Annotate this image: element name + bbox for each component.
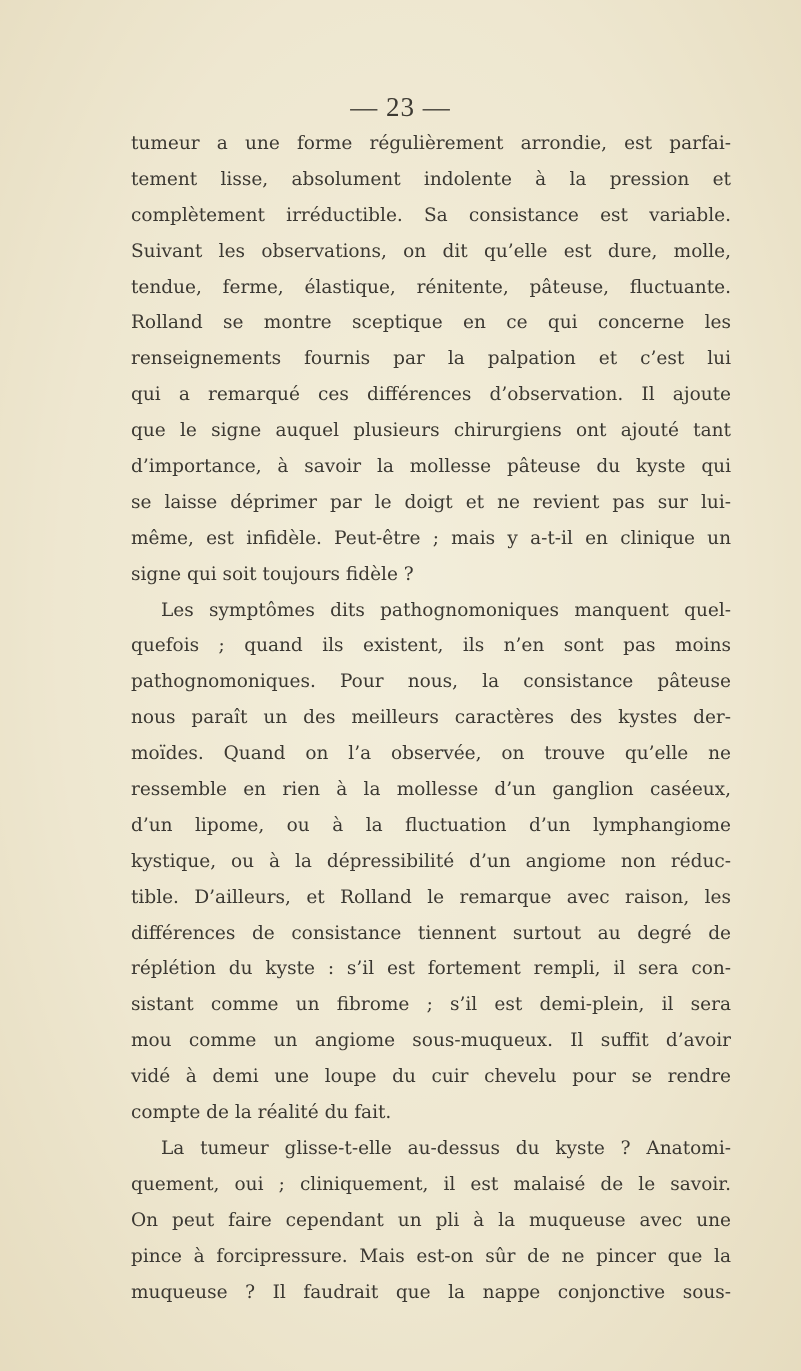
text-line: ressemble en rien à la mollesse d’un ganglion caséeux, — [131, 779, 731, 801]
text-line: tible. D’ailleurs, et Rolland le remarque avec raison, les — [131, 886, 731, 908]
paragraph-first-line: Les symptômes dits pathognomoniques manquent quel- — [161, 599, 731, 621]
text-line: muqueuse ? Il faudrait que la nappe conjonctive sous- — [131, 1281, 731, 1303]
text-line: On peut faire cependant un pli à la muqueuse avec une — [131, 1209, 731, 1231]
text-line: Suivant les observations, on dit qu’elle est dure, molle, — [131, 240, 731, 262]
text-line: Rolland se montre sceptique en ce qui concerne les — [131, 312, 731, 334]
text-line: pince à forcipressure. Mais est-on sûr de ne pincer que la — [131, 1245, 731, 1267]
text-line: nous paraît un des meilleurs caractères des kystes der- — [131, 707, 731, 729]
text-line: vidé à demi une loupe du cuir chevelu pour se rendre — [131, 1066, 731, 1088]
text-line: d’un lipome, ou à la fluctuation d’un lymphangiome — [131, 814, 731, 836]
text-line: différences de consistance tiennent surtout au degré de — [131, 922, 731, 944]
text-line: tendue, ferme, élastique, rénitente, pâteuse, fluctuante. — [131, 276, 731, 298]
text-line: kystique, ou à la dépressibilité d’un angiome non réduc- — [131, 850, 731, 872]
paragraph-first-line: La tumeur glisse-t-elle au-dessus du kyste ? Anatomi- — [161, 1137, 731, 1159]
text-line: tement lisse, absolument indolente à la pression et — [131, 168, 731, 190]
text-line: même, est infidèle. Peut-être ; mais y a-t-il en clinique un — [131, 527, 731, 549]
paragraph-last-line: compte de la réalité du fait. — [131, 1102, 392, 1124]
text-line: complètement irréductible. Sa consistance est variable. — [131, 204, 731, 226]
paragraph-last-line: signe qui soit toujours fidèle ? — [131, 563, 414, 585]
text-line: quement, oui ; cliniquement, il est malaisé de le savoir. — [131, 1173, 731, 1195]
text-line: réplétion du kyste : s’il est fortement rempli, il sera con- — [131, 958, 731, 980]
text-line: se laisse déprimer par le doigt et ne revient pas sur lui- — [131, 491, 731, 513]
text-line: mou comme un angiome sous-muqueux. Il suffit d’avoir — [131, 1030, 731, 1052]
text-line: d’importance, à savoir la mollesse pâteuse du kyste qui — [131, 456, 731, 478]
text-line: quefois ; quand ils existent, ils n’en sont pas moins — [131, 635, 731, 657]
body-text — [131, 126, 731, 1310]
text-line: tumeur a une forme régulièrement arrondie, est parfai- — [131, 133, 731, 154]
text-line: qui a remarqué ces différences d’observation. Il ajoute — [131, 384, 731, 406]
text-line: moïdes. Quand on l’a observée, on trouve qu’elle ne — [131, 743, 731, 765]
text-line: sistant comme un fibrome ; s’il est demi-plein, il sera — [131, 994, 731, 1016]
text-line: pathognomoniques. Pour nous, la consistance pâteuse — [131, 671, 731, 693]
page-number: — 23 — — [350, 92, 451, 122]
text-line: renseignements fournis par la palpation et c’est lui — [131, 348, 731, 370]
text-line: que le signe auquel plusieurs chirurgiens ont ajouté tant — [131, 420, 731, 442]
